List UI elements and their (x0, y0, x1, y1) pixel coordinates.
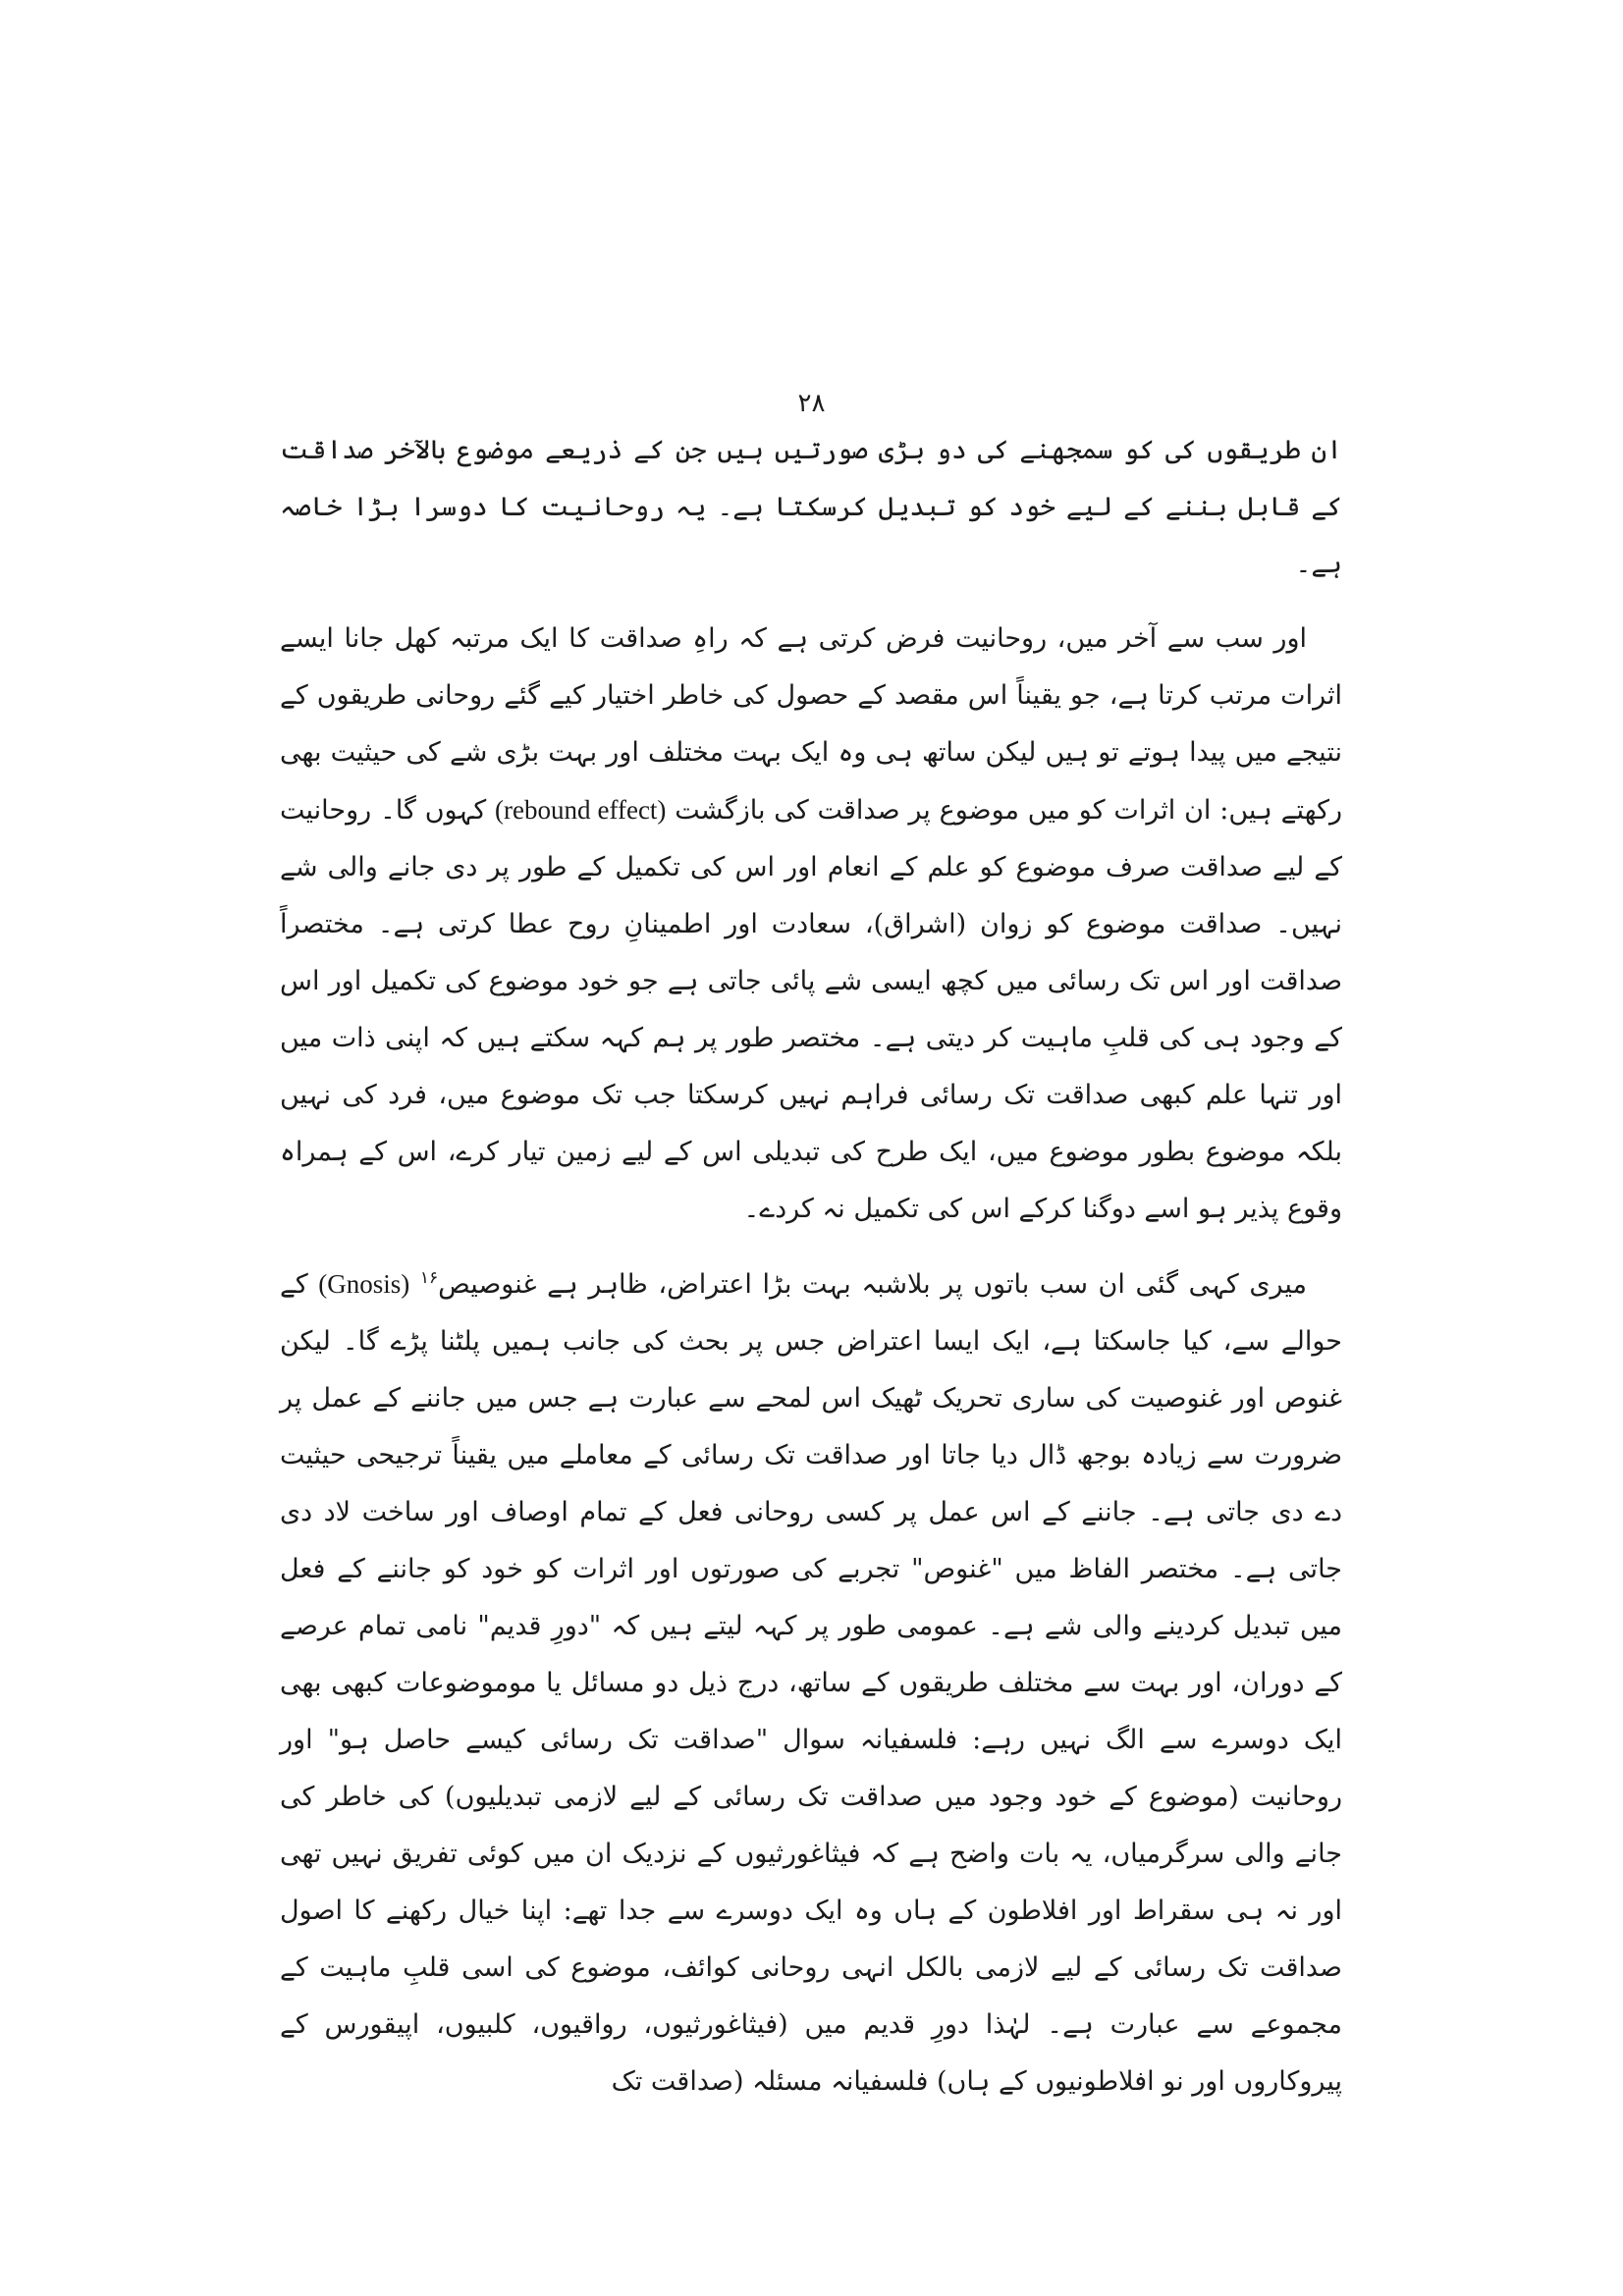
paragraph-2-part1: اور سب سے آخر میں، روحانیت فرض کرتی ہے کہ راہِ صداقت کا ایک مرتبہ کھل جانا ایسے اثرات مرتب کرتا ہے، جو یقیناً اس مقصد کے حصول کی خاطر اختیار کیے گئے روحانی طریقوں کے نتیجے میں پیدا ہوتے تو ہیں لیکن ساتھ ہی وہ ایک بہت مختلف اور بہت بڑی شے کی حیثیت بھی رکھتے ہیں: ان اثرات کو میں موضوع پر صداقت کی بازگشت (280, 623, 1342, 826)
paragraph-1-text: ان طریقوں کی کو سمجھنے کی دو بڑی صورتیں ہیں جن کے ذریعے موضوع بالآخر صداقت کے قابل بننے کے لیے خود کو تبدیل کرسکتا ہے۔ یہ روحانیت کا دوسرا بڑا خاصہ ہے۔ (280, 435, 1342, 579)
paragraph-3-latin-term: (Gnosis) (318, 1269, 410, 1299)
paragraph-2 (280, 611, 1342, 1238)
paragraph-3 (280, 1255, 1342, 2110)
paragraph-2-part2: کہوں گا۔ روحانیت کے لیے صداقت صرف موضوع کو علم کے انعام اور اس کی تکمیل کے طور پر دی جانے والی شے نہیں۔ صداقت موضوع کو زوان (اشراق)، سعادت اور اطمینانِ روح عطا کرتی ہے۔ مختصراً صداقت اور اس تک رسائی میں کچھ ایسی شے پائی جاتی ہے جو خود موضوع کی تکمیل اور اس کے وجود ہی کی قلبِ ماہیت کر دیتی ہے۔ مختصر طور پر ہم کہہ سکتے ہیں کہ اپنی ذات میں اور تنہا علم کبھی صداقت تک رسائی فراہم نہیں کرسکتا جب تک موضوع میں، فرد کی نہیں بلکہ موضوع بطور موضوع میں، ایک طرح کی تبدیلی اس کے لیے زمین تیار کرے، اس کے ہمراہ وقوع پذیر ہو اسے دوگنا کرکے اس کی تکمیل نہ کردے۔ (280, 795, 1342, 1224)
paragraph-3-part1: میری کہی گئی ان سب باتوں پر بلاشبہ بہت بڑا اعتراض، ظاہر ہے غنوصیص (438, 1269, 1307, 1300)
body-text (280, 422, 1342, 2128)
paragraph-2-latin-term: (rebound effect) (495, 795, 667, 825)
paragraph-1 (280, 422, 1342, 593)
page-number: ۲۸ (797, 389, 826, 418)
footnote-marker: ۱۶ (419, 1268, 439, 1288)
paragraph-3-part2: کے حوالے سے، کیا جاسکتا ہے، ایک ایسا اعتراض جس پر بحث کی جانب ہمیں پلٹنا پڑے گا۔ لیکن غنوص اور غنوصیت کی ساری تحریک ٹھیک اس لمحے سے عبارت ہے جس میں جاننے کے عمل پر ضرورت سے زیادہ بوجھ ڈال دیا جاتا اور صداقت تک رسائی کے معاملے میں یقیناً ترجیحی حیثیت دے دی جاتی ہے۔ جاننے کے اس عمل پر کسی روحانی فعل کے تمام اوصاف اور ساخت لاد دی جاتی ہے۔ مختصر الفاظ میں "غنوص" تجربے کی صورتوں اور اثرات کو خود کو جاننے کے فعل میں تبدیل کردینے والی شے ہے۔ عمومی طور پر کہہ لیتے ہیں کہ "دورِ قدیم" نامی تمام عرصے کے دوران، اور بہت سے مختلف طریقوں کے ساتھ، درج ذیل دو مسائل یا موموضوعات کبھی بھی ایک دوسرے سے الگ نہیں رہے: فلسفیانہ سوال "صداقت تک رسائی کیسے حاصل ہو" اور روحانیت (موضوع کے خود وجود میں صداقت تک رسائی کے لیے لازمی تبدیلیوں) کی خاطر کی جانے والی سرگرمیاں، یہ بات واضح ہے کہ فیثاغورثیوں کے نزدیک ان میں کوئی تفریق نہیں تھی اور نہ ہی سقراط اور افلاطون کے ہاں وہ ایک دوسرے سے جدا تھے: اپنا خیال رکھنے کا اصول صداقت تک رسائی کے لیے لازمی بالکل انہی روحانی کوائف، موضوع کی اسی قلبِ ماہیت کے مجموعے سے عبارت ہے۔ لہٰذا دورِ قدیم میں (فیثاغورثیوں، رواقیوں، کلبیوں، اپیقورس کے پیروکاروں اور نو افلاطونیوں کے ہاں) فلسفیانہ مسئلہ (صداقت تک (280, 1269, 1342, 2097)
